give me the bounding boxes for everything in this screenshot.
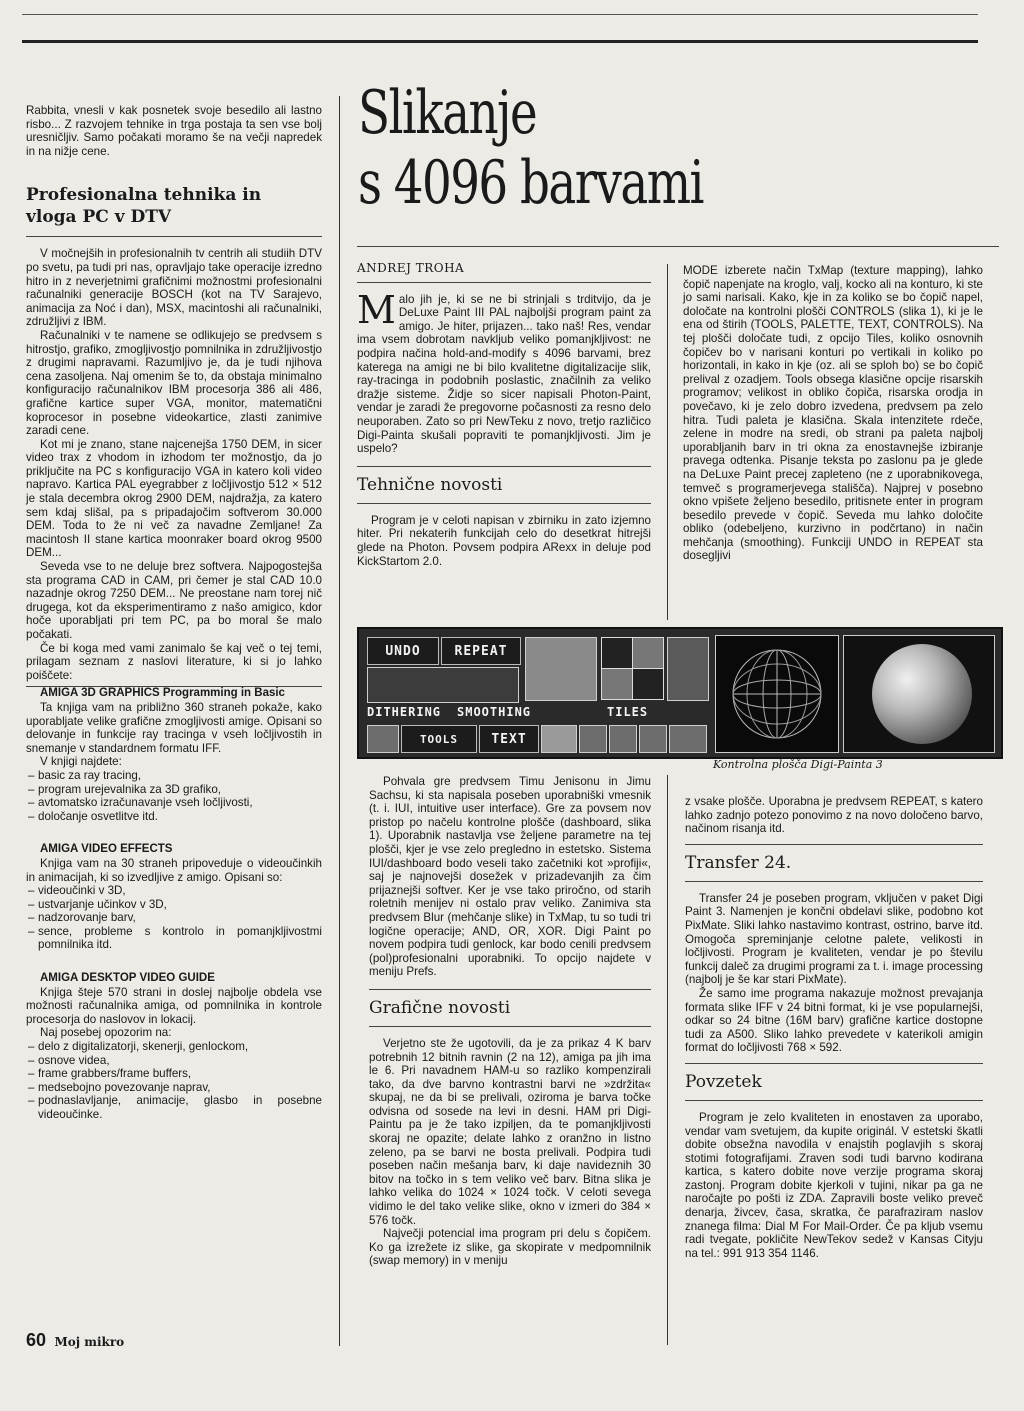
list-item: – program urejevalnika za 3D grafiko,	[26, 783, 322, 797]
lead-paragraph	[357, 287, 651, 456]
small-tool-button	[639, 725, 667, 753]
tile-cell	[601, 637, 633, 669]
shaded-sphere-view	[843, 635, 995, 753]
control-panel-screenshot	[357, 627, 1003, 759]
list-item: – podnaslavljanje, animacije, glasbo in posebne videoučinke.	[26, 1094, 322, 1121]
dtv-paragraph: Računalniki v te namene se odlikujejo se predvsem s hitrostjo, grafiko, zmogljivostjo pomnilnika in združljivostjo z drugimi napravami. Razumljivo je, da je tudi njihova cena zasoljena. Naj omenim še to, da obstaja minimalno konfiguracijo računalnikov IBM procesorja 386 ali 486, grafične kartice super VGA, monitor, matematični koprocesor in posebne videokartice, zlasti zanimive zaradi cene.	[26, 328, 322, 438]
heading-rule	[357, 503, 651, 504]
palette-icon	[541, 725, 577, 753]
heading-graficne: Grafične novosti	[369, 997, 511, 1018]
undo-button: UNDO	[367, 637, 439, 665]
section-rule	[357, 466, 651, 467]
mode-paragraph: MODE izberete način TxMap (texture mapping), lahko čopič napenjate na kroglo, valj, kocko ali na konturo, ki ste jo sami narisali. Kako, kje in za koliko se bo čopič napel, določate na kontrolni plošči CONTROLS (slika 1), ki je le ena od štirih (TOOLS, PALETTE, TEXT, CONTROLS). Na tej plošči določate tudi, z opcijo Tiles, koliko osnovnih čopičev bo v narisani konturi po vertikali in koliko po horizontali, in kako in kje (oz. ali se sploh bo) se bo čopič prelival z ozadjem. Tools obsega klasične opcije risarskih programov; velikost in obliko čopiča, risarska orodja in povečavo, ki je zelo dobro izvedena, predvsem pa zelo hitra. Tudi paleta je klasična. Skala intenzitete rdeče, zelene in modre na sredi, ob strani pa paleta najbolj uporabljanih barv in tri okna za enostavnejše izbiranje pravega odtenka. Pisanje teksta po zaslonu pa je glede na DeLuxe Paint precej zapleteno (ne z uporabnikovega, temveč s programerjevega stališča). Najprej v posebno okno vpišete željeno besedilo, pritisnete enter in program besedilo prevede v čopič. Seveda mu lahko določite obliko (odebeljeno, kurzivno in podčrtano) in način mehčanja (smoothing). Funkciji UNDO in REPEAT sta dosegljivi	[683, 264, 983, 563]
right-column-bottom	[685, 795, 983, 1260]
book-title: AMIGA VIDEO EFFECTS	[40, 843, 173, 856]
middle-column	[357, 262, 651, 568]
column-separator	[667, 775, 668, 1345]
article-title	[358, 78, 857, 218]
dithering-label: DITHERING	[367, 705, 442, 719]
repeat-paragraph: z vsake plošče. Uporabna je predvsem REPEAT, s katero lahko zadnjo potezo ponovimo z na novo določeno barvo, načinom risanja itd.	[685, 795, 983, 836]
magazine-name: Moj mikro	[54, 1335, 125, 1349]
page-number: 60	[26, 1330, 47, 1350]
list-item: – basic za ray tracing,	[26, 769, 322, 783]
palette-box	[667, 637, 709, 701]
heading-tehnicne: Tehnične novosti	[357, 474, 503, 495]
book-list	[26, 1040, 322, 1122]
list-item: – frame grabbers/frame buffers,	[26, 1067, 322, 1081]
tehnicne-paragraph: Program je v celoti napisan v zbirniku in zato izjemno hiter. Pri nekaterih funkcijah celo do desetkrat hitrejši glede na Photon. Povsem podpira ARexx in deluje pod KickStartom 2.0.	[357, 513, 651, 568]
wireframe-sphere-view	[715, 635, 839, 753]
book-list	[26, 769, 322, 823]
texture-box	[525, 637, 597, 701]
section-heading-dtv: Profesionalna tehnika in vloga PC v DTV	[26, 185, 262, 228]
transfer-paragraph: Že samo ime programa nakazuje možnost prevajanja formata slike IFF v 24 bitni format, ki je vse popularnejši, odkar so 24 bitne (16M barv) grafične kartice dostopne tudi za A500. Sliko lahko prevedete v katerikoli amigin format do ločljivosti 768 × 592.	[685, 986, 983, 1055]
list-item: – osnove videa,	[26, 1054, 322, 1068]
byline-rule	[357, 282, 651, 283]
intro-text: Rabbita, vnesli v kak posnetek svoje besedilo ali lastno risbo... Z razvojem tehnike in trga postaja ta sen vse bolj uresničljiv. Samo počakati moramo še na večji napredek in na nižje cene.	[26, 104, 322, 158]
heading-povzetek: Povzetek	[685, 1071, 762, 1092]
list-item: – nadzorovanje barv,	[26, 911, 322, 925]
heading-transfer: Transfer 24.	[685, 852, 792, 873]
heading-rule	[26, 236, 322, 237]
title-line-1: Slikanje	[358, 78, 537, 148]
graficne-paragraph: Največji potencial ima program pri delu s čopičem. Ko ga izrežete iz slike, ga skopirate v medpomnilnik (swap memory) in v meniju	[369, 1227, 651, 1268]
repeat-button: REPEAT	[441, 637, 521, 665]
small-tool-button	[609, 725, 637, 753]
book-list-intro: V knjigi najdete:	[40, 755, 122, 769]
section-rule	[685, 1063, 983, 1064]
list-item: – ustvarjanje učinkov v 3D,	[26, 898, 322, 912]
list-item: – delo z digitalizatorji, skenerji, genlockom,	[26, 1040, 322, 1054]
list-item: – določanje osvetlitve itd.	[26, 810, 322, 824]
povzetek-paragraph: Program je zelo kvaliteten in enostaven za uporabo, vendar vam svetujem, da kupite originál. V estetski škatli dobite obsežna navodila v enajstih poglavjih s skoraj stotimi fotografijami. Zraven sodi tudi barvno kodirana kartica, s katero dobite nove verzije programa skoraj zastonj. Program dobite kjerkoli v tujini, nikar pa ga ne naročajte po pošti iz ZDA. Zapravili boste veliko preveč denarja, živcev, časa, skratka, če parafraziram naslov znanega filma: Dial M For Mail-Order. Če pa kljub vsemu radi tvegate, pokličite NewTekov sedež v Kansas Cityju na tel.: 991 913 354 1146.	[685, 1110, 983, 1260]
tool-button	[367, 725, 399, 753]
tools-button: TOOLS	[401, 725, 477, 753]
iui-paragraph: Pohvala gre predvsem Timu Jenisonu in Jimu Sachsu, ki sta napisala poseben uporabniški vmesnik (t. i. IUI, intuitive user interface). Gre za povsem nov pristop po načelu kontrolne plošče (dashboard, slika 1). Uporabnik nastavlja vse željene parametre na tej plošči, kjer je vse zelo pregledno in estetsko. Sistema IUI/dashboard bodo veseli tako začetniki kot »profiji«, saj je najnovejši dosežek v prizadevanjih za čim prijaznejši softver. Ker je vse tako priročno, od starih roletnih menijev ni ostalo prav veliko. Zanimiva sta predvsem Blur (mehčanje slike) in TxMap, tu so tudi tri logične operacije; AND, OR, XOR. Digi Paint po novem podpira tudi genlock, kar bodo cenili predvsem (pol)profesionalni uporabniki. To opcijo najdete v meniju Prefs.	[369, 775, 651, 979]
list-item: – avtomatsko izračunavanje vseh ločljivosti,	[26, 796, 322, 810]
top-thin-rule	[22, 14, 978, 15]
book-title: AMIGA 3D GRAPHICS Programming in Basic	[40, 687, 285, 700]
right-column-top	[683, 264, 983, 563]
top-thick-rule	[22, 40, 978, 43]
panel-caption: Kontrolna plošča Digi-Painta 3	[713, 758, 883, 771]
middle-column-bottom	[369, 775, 651, 1268]
heading-rule	[369, 1026, 651, 1027]
tile-cell	[632, 668, 664, 700]
dtv-paragraph: Seveda vse to ne deluje brez softvera. Najpogostejša sta programa CAD in CAM, pri čemer je stal CAD 10.0 nazadnje okrog 7250 DEM... Ne preostane nam torej nič drugega, kot da eksperimentiramo z našo amigico, kdor hoče uporabljati pri tem PC, pa bo moral še malo počakati.	[26, 560, 322, 641]
section-rule	[369, 989, 651, 990]
list-item: – sence, probleme s kontrolo in pomanjkljivostmi pomnilnika itd.	[26, 925, 322, 952]
transfer-paragraph: Transfer 24 je poseben program, vključen v paket Digi Paint 3. Namenjen je končni obdelavi slike, podobno kot PixMate. Sliki lahko nastavimo kontrast, ostrino, barve itd. Omogoča spreminjanje celotne palete, velikosti in ločljivosti. Program je kvaliteten, vendar je po številu funkcij daleč za drugimi programi za t. i. image processing (najbolj je še kar stari PixMate).	[685, 891, 983, 987]
left-column	[26, 104, 322, 1122]
title-line-2: s 4096 barvami	[358, 148, 703, 218]
small-tool-button	[579, 725, 607, 753]
tile-cell	[632, 637, 664, 669]
book-description: Knjiga šteje 570 strani in doslej najbolje obdela vse možnosti računalnika amiga, od pomnilnika in kontrole procesorja do naslovov in lokacij.	[26, 985, 322, 1026]
lead-text: alo jih je, ki se ne bi strinjali s trditvijo, da je DeLuxe Paint III PAL najboljši program paint za amigo. Je hiter, prijazen... tako naš! Res, vendar ima vsem dobrotam navkljub veliko pomanjkljivost: ne podpira načina hold-and-modify s 4096 barvami, brez katerega na amigi ne bi bilo kvalitetne digitalizacije slik, ray-tracinga in podobnih poslastic, značilnih za veliko dražje sisteme. Židje so sicer napisali Photon-Paint, vendar je zaradi že pregovorne počasnosti za resno delo neuporaben. Zato so pri NewTeku z novo, tretjo različico Digi-Painta skušali popraviti te pomanjkljivosti. Jim je uspelo?	[357, 292, 651, 456]
page-footer	[26, 1330, 124, 1351]
author-byline: ANDREJ TROHA	[357, 261, 465, 275]
smoothing-label: SMOOTHING	[457, 705, 532, 719]
book-list	[26, 884, 322, 952]
column-separator	[339, 96, 340, 1346]
shaded-sphere-icon	[872, 644, 972, 744]
text-button: TEXT	[479, 725, 539, 753]
book-description: Knjiga vam na 30 straneh pripoveduje o videoučinkih in animacijah, ki so izvedljive z amigo. Opisani so:	[26, 856, 322, 884]
title-rule	[357, 246, 999, 247]
graficne-paragraph: Verjetno ste že ugotovili, da je za prikaz 4 K barv potrebnih 12 bitnih ravnin (2 na 12), amiga pa jih ima le 6. Pri navadnem HAM-u so razliko kompenzirali tako, da dve barvno kontrastni barvi ne »zdržita« skupaj, ne da bi se prelivali, oziroma je barva točke odvisna od sosede na levi in desni. HAM pri Digi-Paintu pa je že tako izpiljen, da te pomanjkljivosti skoraj ne opazite; delate lahko z oranžno in listno zeleno, pa se barvi ne bosta prelivali. Podpira tudi poseben način mešanja barv, ki daje navideznih 30 bitov na točko in s tem veliko več barv. Bitna slika je lahko velika do 1024 × 1024 točk. V celoti sevega vidimo le del tako velike slike, okno v izmeri do 384 × 576 točk.	[369, 1036, 651, 1227]
column-separator	[667, 264, 668, 620]
tiles-grid	[601, 637, 663, 699]
book-title: AMIGA DESKTOP VIDEO GUIDE	[40, 972, 215, 985]
dtv-paragraph: Kot mi je znano, stane najcenejša 1750 DEM, in sicer video trax z vhodom in izhodom ter možnostjo, da jo priključite na PC s konfiguracijo VGA in katero koli video napravo. Kartica PAL eyegrabber z ločljivostjo 512 × 512 je stala decembra okrog 2900 DEM, najdražja, za katero sem kdaj slišal, pa s pripadajočim softverom 30.000 DEM. Toda to že ni več za navadne Zemljane! Za macintosh II stane kartica moonraker board okrog 9500 DEM...	[26, 437, 322, 560]
sphere-wireframe-icon	[716, 636, 838, 752]
brush-swatch	[367, 667, 519, 703]
heading-rule	[685, 881, 983, 882]
dtv-paragraph: Če bi koga med vami zanimalo še kaj več o tej temi, prilagam seznam z naslovi literature, ki si jo lahko poiščete:	[26, 641, 322, 682]
dtv-paragraph: V močnejših in profesionalnih tv centrih ali studiih DTV po svetu, pa tudi pri nas, opravljajo take operacije izredno hitro in z neverjetnimi grafičnimi možnostmi profesionalni računalniki generacije BOSCH (kot na TV Sarajevo, animacija za Noć i dan), MSX, macintoshi ali računalniki, združljivi z IBM.	[26, 247, 322, 329]
list-item: – medsebojno povezovanje naprav,	[26, 1081, 322, 1095]
book-description: Ta knjiga vam na približno 360 straneh pokaže, kako uporabljate velike grafične zmogljivosti amige. Opisani so delovanje in funkcije ray tracinga v vseh ločljivostih in snemanje v standardnem formatu IFF.	[26, 700, 322, 755]
heading-rule	[685, 1100, 983, 1101]
small-tool-button	[669, 725, 707, 753]
book-list-intro: Naj posebej opozorim na:	[40, 1026, 172, 1040]
drop-cap: M	[357, 287, 396, 332]
list-item: – videoučinki v 3D,	[26, 884, 322, 898]
section-rule	[685, 844, 983, 845]
tile-cell	[601, 668, 633, 700]
tiles-label: TILES	[607, 705, 649, 719]
